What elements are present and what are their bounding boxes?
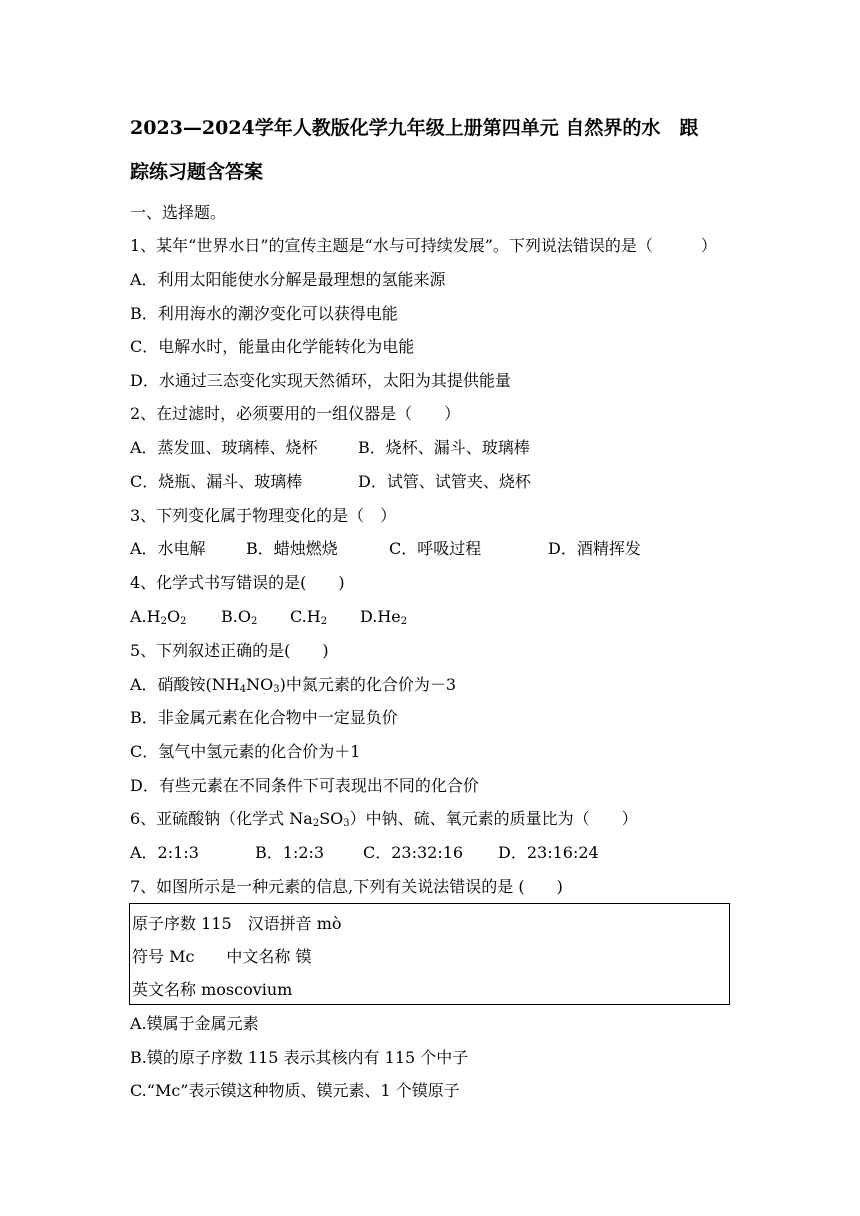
q5-option-a: A．硝酸铵$(NH_4NO_3)$中氮元素的化合价为－3: [130, 675, 457, 695]
q5-option-d: D．有些元素在不同条件下可表现出不同的化合价: [130, 776, 479, 795]
q6-option-c: C．23:32:16: [363, 843, 464, 862]
q7-stem: 7、如图所示是一种元素的信息,下列有关说法错误的是 ( ): [130, 877, 563, 896]
q3-option-d: D．酒精挥发: [548, 539, 641, 558]
q4-option-b: $B.O_2$: [221, 607, 258, 627]
q5-option-b: B．非金属元素在化合物中一定显负价: [130, 708, 398, 727]
q3-option-c: C．呼吸过程: [389, 539, 482, 558]
q2-option-a: A．蒸发皿、玻璃棒、烧杯: [130, 438, 318, 457]
q6-option-d: D．23:16:24: [498, 843, 599, 862]
q7-option-a: A.镆属于金属元素: [130, 1014, 259, 1033]
q6-option-a: A．2:1:3: [130, 843, 199, 862]
q1-option-a: A．利用太阳能使水分解是最理想的氢能来源: [130, 270, 446, 289]
q2-stem: 2、在过滤时，必须要用的一组仪器是（ ）: [130, 404, 461, 423]
q3-stem: 3、下列变化属于物理变化的是（ ）: [130, 506, 397, 525]
q2-option-d: D．试管、试管夹、烧杯: [358, 472, 531, 491]
q4-option-a: $A.H_2O_2$: [130, 607, 187, 627]
section-heading: 一、选择题。: [130, 203, 227, 222]
q7-option-c: C.“Mc”表示镆这种物质、镆元素、1 个镆原子: [130, 1081, 460, 1100]
q1-stem: 1、某年“世界水日”的宣传主题是“水与可持续发展”。下列说法错误的是（ ）: [130, 236, 717, 255]
q4-stem: 4、化学式书写错误的是( ): [130, 573, 345, 592]
q3-option-b: B．蜡烛燃烧: [246, 539, 338, 558]
q7-option-b: B.镆的原子序数 115 表示其核内有 115 个中子: [130, 1048, 469, 1067]
q2-option-c: C．烧瓶、漏斗、玻璃棒: [130, 472, 303, 491]
title-line-2: 踪练习题含答案: [130, 161, 264, 183]
q3-option-a: A．水电解: [130, 539, 206, 558]
info-row-symbol: 符号 Mc 中文名称 镆: [132, 947, 312, 966]
title-line-1: 2023—2024学年人教版化学九年级上册第四单元 自然界的水 跟: [130, 117, 699, 139]
info-row-atomic-number: 原子序数 115 汉语拼音 mò: [132, 914, 342, 933]
q1-option-b: B．利用海水的潮汐变化可以获得电能: [130, 304, 398, 323]
q6-stem: 6、亚硫酸钠（化学式 $Na_2SO_3$）中钠、硫、氧元素的质量比为（ ）: [130, 809, 638, 829]
q5-option-c: C．氢气中氢元素的化合价为＋1: [130, 742, 361, 761]
document-title: [130, 106, 730, 194]
q1-option-c: C．电解水时，能量由化学能转化为电能: [130, 337, 415, 356]
q4-option-c: $C.H_2$: [290, 607, 328, 627]
q5-stem: 5、下列叙述正确的是( ): [130, 641, 329, 660]
q4-option-d: $D.He_2$: [360, 607, 408, 627]
q1-option-d: D．水通过三态变化实现天然循环，太阳为其提供能量: [130, 371, 511, 390]
q6-option-b: B．1:2:3: [255, 843, 325, 862]
element-info-box: [129, 903, 730, 1005]
info-row-english-name: 英文名称 moscovium: [132, 980, 293, 999]
q2-option-b: B．烧杯、漏斗、玻璃棒: [358, 438, 530, 457]
